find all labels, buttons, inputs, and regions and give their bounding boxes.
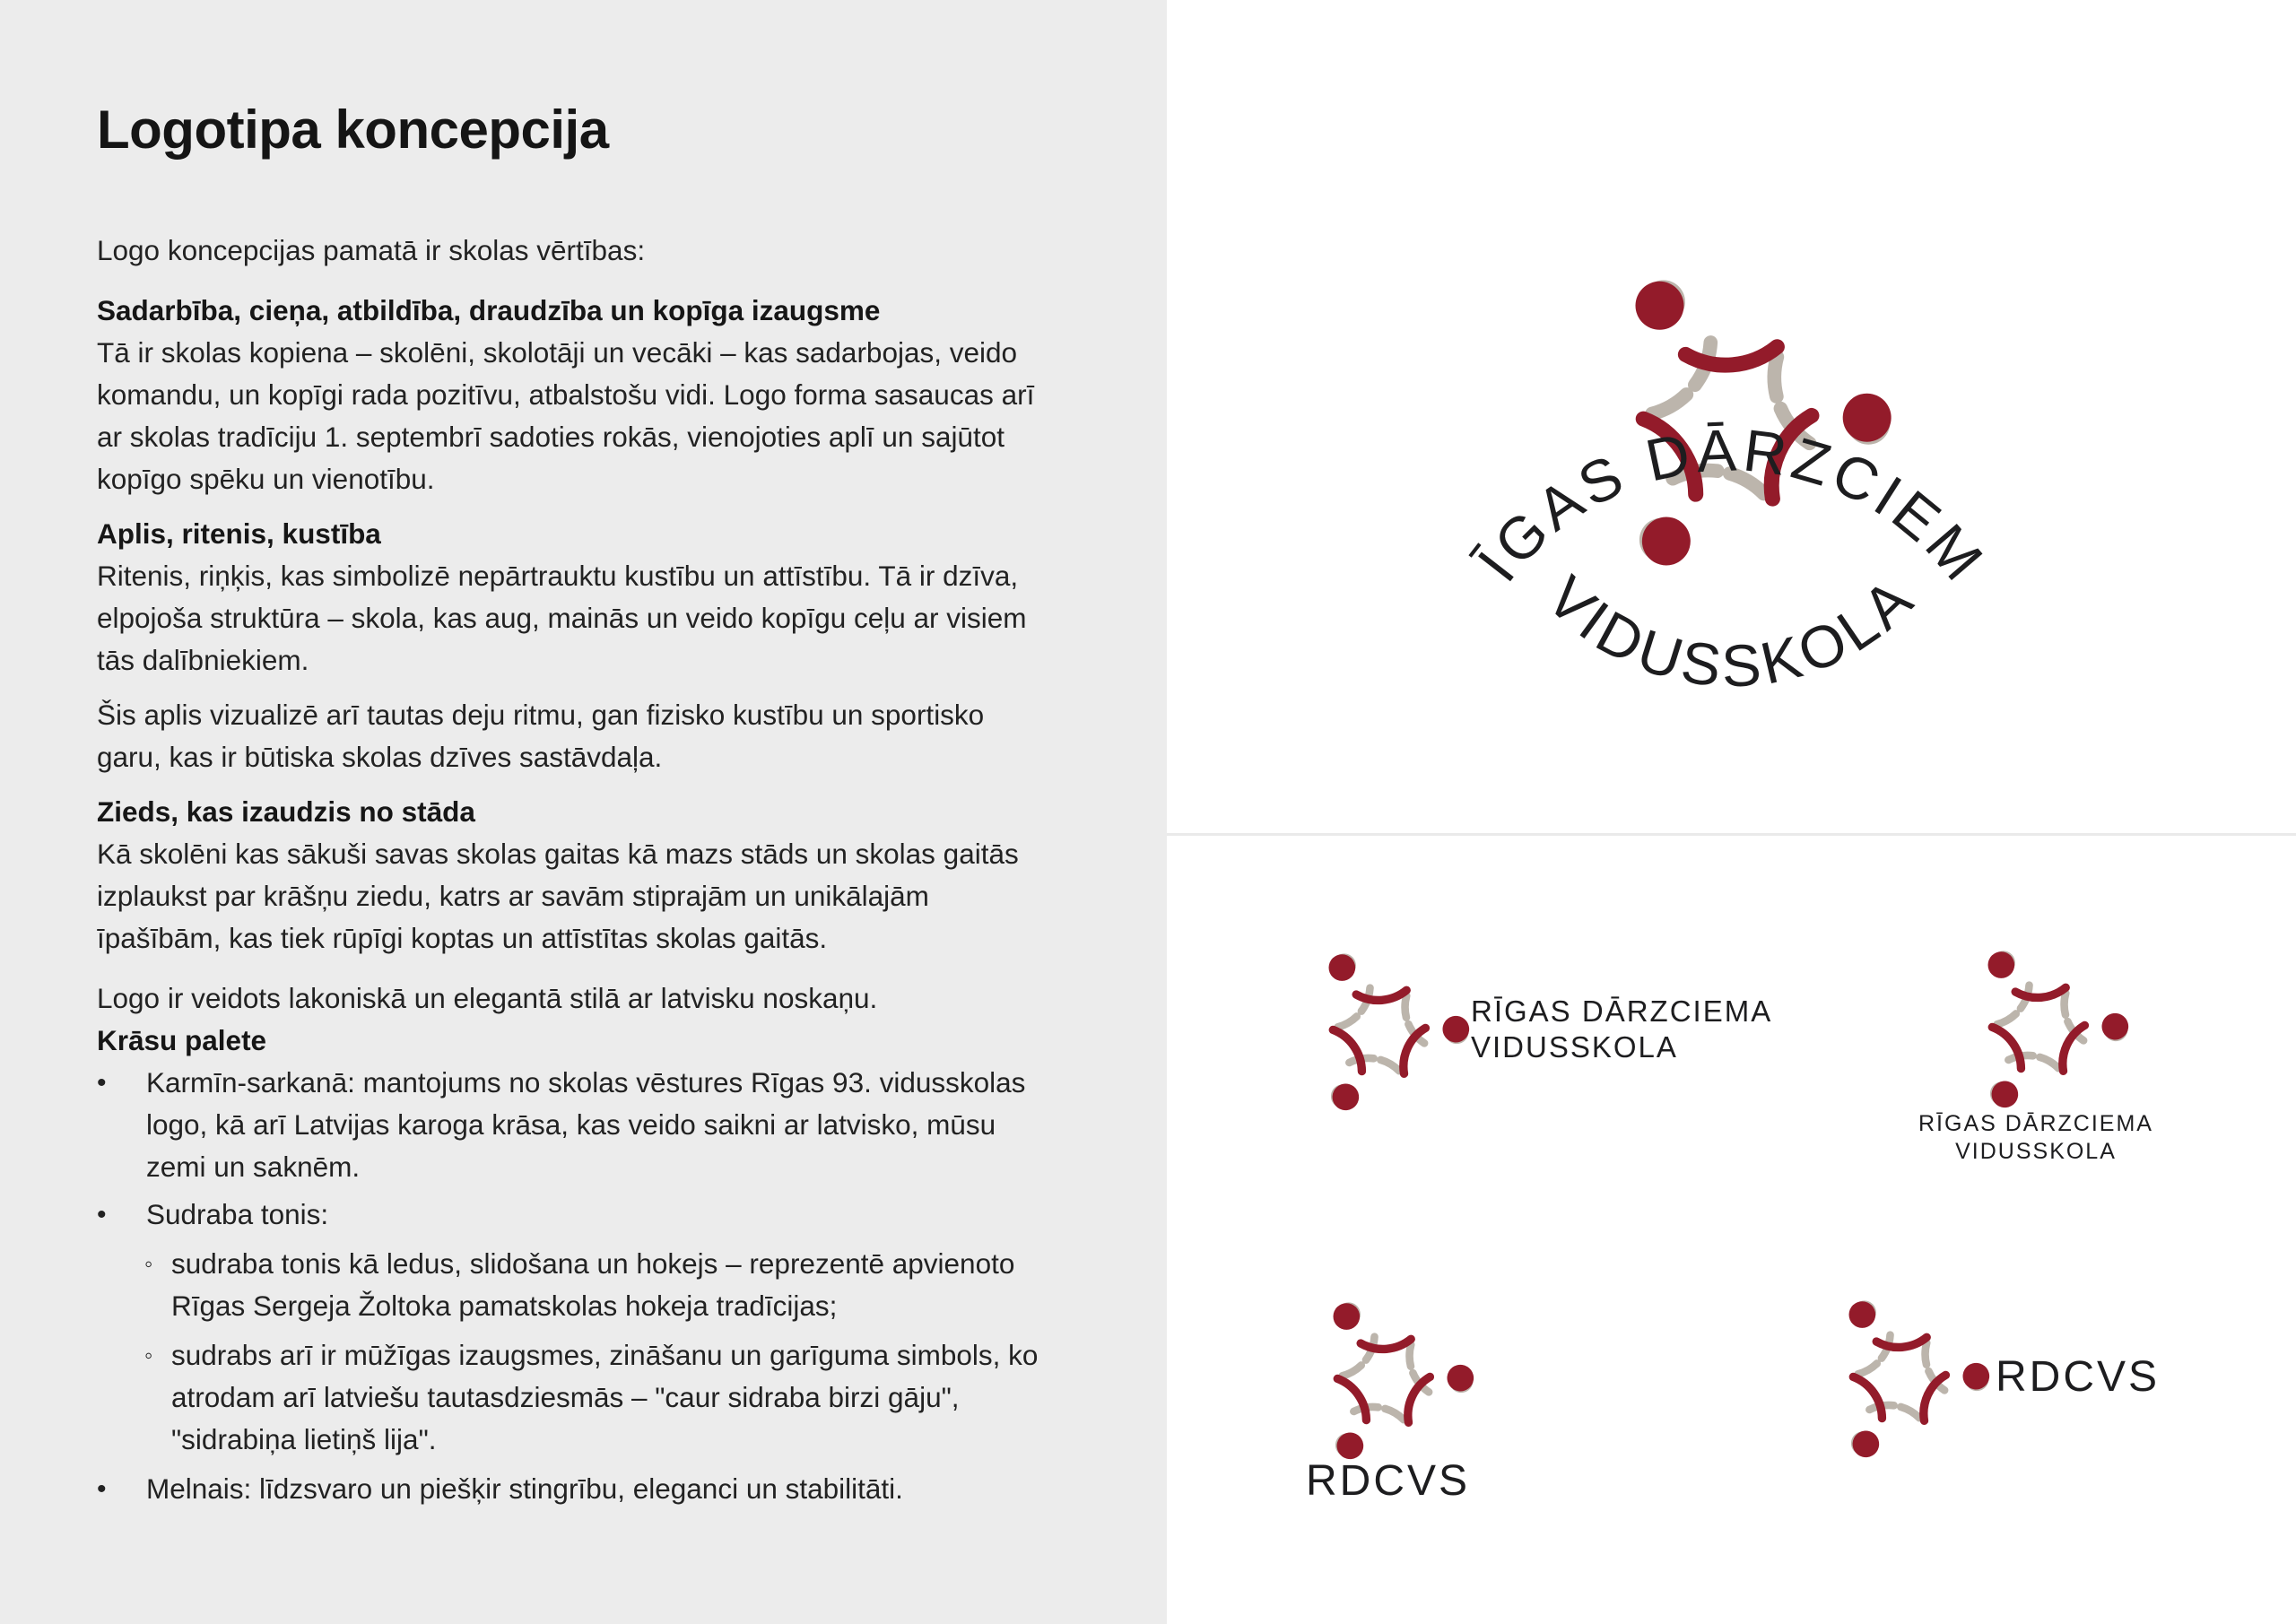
palette-heading: Krāsu palete [97,1024,267,1056]
stacked-logo-emblem [1964,961,2117,1096]
logo-text-line: RĪGAS DĀRZCIEMA [1918,1111,2153,1136]
emblem-icon [1586,280,1900,574]
sub-list-item [146,1334,1101,1461]
logo-text-line: VIDUSSKOLA [1955,1138,2117,1164]
list-item-line: • Melnais: līdzsvaro un piešķir stingrību, eleganci un stabilitāti. [146,1472,903,1505]
list-item [97,1194,1101,1461]
intro-text: Logo koncepcijas pamatā ir skolas vērtības: [97,234,646,266]
list-item-line: ◦ sudraba tonis kā ledus, slidošana un hokejs – reprezentē apvienoto [171,1247,1015,1280]
emblem-icon [1306,1302,1478,1463]
page-title: Logotipa koncepcija [97,100,609,160]
list-item-line: zemi un saknēm. [146,1151,361,1183]
sub-list [146,1243,1101,1461]
list-item-line: Rīgas Sergeja Žoltoka pamatskolas hokeja tradīcijas; [171,1290,838,1322]
list-item-line: "sidrabiņa lietiņš lija". [171,1423,437,1455]
section-text-line: Kā skolēni kas sākuši savas skolas gaitas kā mazs stāds un skolas gaitās [97,838,1019,870]
section-text-line: īpašībām, kas tiek rūpīgi koptas un attīstītas skolas gaitās. [97,922,828,954]
arc-text-bottom: VIDUSSKOLA [1534,563,1928,699]
emblem-icon [1822,1300,1994,1462]
logo-text-line: RĪGAS DĀRZCIEMA [1471,994,1773,1028]
horizontal-logo-text [1471,994,1772,1066]
section-text-line: tās dalībniekiem. [97,644,309,676]
list-item [97,1062,1101,1188]
palette-list [97,1062,1101,1510]
abbr-horizontal-text: RDCVS [1996,1353,2161,1401]
emblem-icon [1961,951,2133,1112]
section-text-line: Tā ir skolas kopiena – skolēni, skolotāji un vecāki – kas sadarbojas, veido [97,336,1018,369]
horizontal-logo-emblem [1305,964,1457,1099]
concept-body [97,230,1101,1510]
sub-list-item [146,1243,1101,1327]
section-text-line: kopīgo spēku un vienotību. [97,463,435,495]
list-item-line: ◦ sudrabs arī ir mūžīgas izaugsmes, zināšanu un garīguma simbols, ko [171,1339,1039,1371]
list-item-line: • Sudraba tonis: [146,1198,329,1230]
section-text-line: izplaukst par krāšņu ziedu, katrs ar savām stiprajām un unikālajām [97,880,929,912]
list-item-line: atrodam arī latviešu tautasdziesmās – "caur sidraba birzi gāju", [171,1381,960,1413]
style-text: Logo ir veidots lakoniskā un elegantā stilā ar latvisku noskaņu. [97,982,878,1014]
section-heading-flower: Zieds, kas izaudzis no stāda [97,795,475,828]
arc-text-top: RĪGAS DĀRZCIEMA [1464,377,1999,596]
section-text-line: komandu, un kopīgi rada pozitīvu, atbalstošu vidi. Logo forma sasaucas arī [97,378,1035,411]
section-text-line: Šis aplis vizualizē arī tautas deju ritmu, gan fizisko kustību un sportisko [97,699,985,731]
section-text-line: Ritenis, riņķis, kas simbolizē nepārtrauktu kustību un attīstību. Tā ir dzīva, [97,560,1019,592]
stacked-logo-text [1888,1110,2184,1165]
list-item [97,1468,1101,1510]
main-logo [1417,135,2045,726]
list-item-line: • Karmīn-sarkanā: mantojums no skolas vēstures Rīgas 93. vidusskolas [146,1066,1026,1099]
emblem-icon [1301,953,1474,1115]
section-text-line: ar skolas tradīciju 1. septembrī sadoties rokās, vienojoties aplī un sajūtot [97,421,1005,453]
list-item-line: logo, kā arī Latvijas karoga krāsa, kas veido saikni ar latvisko, mūsu [146,1108,996,1141]
abbr-stacked-emblem [1309,1313,1462,1447]
section-text-line: garu, kas ir būtiska skolas dzīves sastāvdaļa. [97,741,663,773]
section-divider [1167,833,2296,836]
section-heading-values: Sadarbība, cieņa, atbildība, draudzība un kopīga izaugsme [97,294,881,326]
abbr-stacked-text: RDCVS [1306,1457,1471,1505]
logo-text-line: VIDUSSKOLA [1471,1030,1678,1064]
abbr-horizontal-emblem [1825,1311,1978,1446]
section-heading-circle: Aplis, ritenis, kustība [97,517,381,550]
section-text-line: elpojoša struktūra – skola, kas aug, mainās un veido kopīgu ceļu ar visiem [97,602,1027,634]
